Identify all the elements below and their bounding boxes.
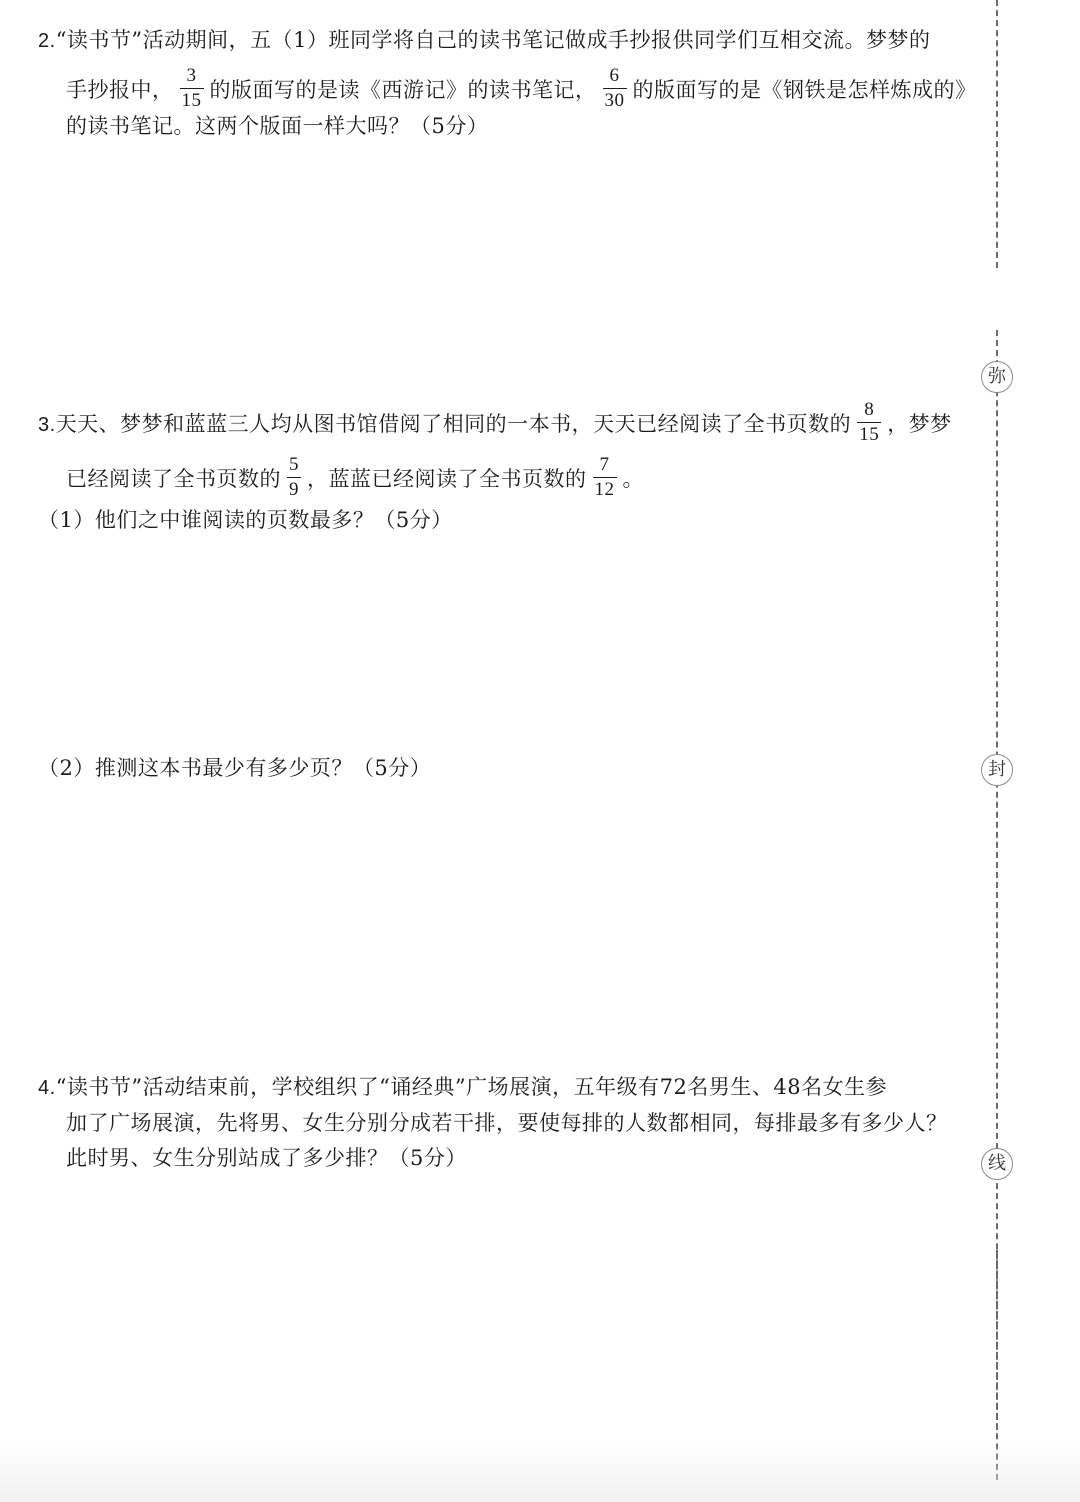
q3-fraction-1-denominator: 15 [859, 424, 880, 445]
q3-subquestion-2 [38, 753, 431, 783]
binding-seal-feng: 封 [981, 754, 1013, 786]
q2-fraction-2 [603, 65, 627, 112]
binding-seal-xian: 线 [981, 1148, 1013, 1180]
q4-text-3: 此时男、女生分别站成了多少排？（5分） [66, 1146, 467, 1170]
q3-fraction-3-numerator: 7 [599, 454, 610, 475]
q3-fraction-1 [857, 399, 881, 446]
q4-line-2 [66, 1108, 948, 1138]
q2-line-1 [38, 25, 931, 56]
q2-number: 2. [38, 30, 56, 52]
q3-sub2-text: （2）推测这本书最少有多少页？（5分） [38, 756, 432, 780]
q3-text-1b: ，梦梦 [887, 412, 952, 436]
q3-fraction-1-numerator: 8 [864, 399, 875, 420]
q2-fraction-1 [180, 65, 204, 112]
q2-line-2 [66, 65, 977, 115]
binding-dashed-line-top [996, 0, 998, 268]
q3-text-1: 天天、梦梦和蓝蓝三人均从图书馆借阅了相同的一本书，天天已经阅读了全书页数的 [55, 412, 852, 436]
q3-text-2c: 。 [622, 467, 644, 491]
q3-text-2b: ，蓝蓝已经阅读了全书页数的 [307, 467, 587, 491]
q3-number: 3. [38, 414, 56, 436]
scan-bottom-shadow [0, 1440, 1080, 1502]
q3-line-2 [66, 454, 644, 504]
q2-fraction-1-denominator: 15 [181, 90, 202, 111]
q2-fraction-2-denominator: 30 [604, 90, 625, 111]
q4-number: 4. [38, 1077, 56, 1099]
q4-line-3 [66, 1143, 467, 1173]
q2-text-3: 的读书笔记。这两个版面一样大吗？（5分） [66, 114, 489, 138]
q4-text-2: 加了广场展演，先将男、女生分别分成若干排，要使每排的人数都相同，每排最多有多少人？ [66, 1111, 948, 1135]
q2-text-2c: 的版面写的是《钢铁是怎样炼成的》 [632, 78, 977, 102]
q3-line-1 [38, 399, 952, 449]
q2-text-1: “读书节”活动期间，五（1）班同学将自己的读书笔记做成手抄报供同学们互相交流。梦梦的 [55, 28, 931, 52]
q3-subquestion-1 [38, 505, 453, 535]
q2-fraction-1-numerator: 3 [186, 65, 197, 86]
binding-seal-mi: 弥 [981, 361, 1013, 393]
q3-fraction-3 [593, 454, 617, 501]
q2-line-3 [66, 111, 488, 141]
q4-line-1 [38, 1072, 887, 1103]
q2-text-2a: 手抄报中， [66, 78, 174, 102]
q2-fraction-2-numerator: 6 [609, 65, 620, 86]
q3-sub1-text: （1）他们之中谁阅读的页数最多？（5分） [38, 508, 453, 532]
q2-text-2b: 的版面写的是读《西游记》的读书笔记， [209, 78, 597, 102]
q3-text-2a: 已经阅读了全书页数的 [66, 467, 281, 491]
q3-fraction-3-denominator: 12 [594, 479, 615, 500]
q3-fraction-2 [287, 454, 301, 501]
q3-fraction-2-denominator: 9 [289, 479, 299, 500]
q3-fraction-2-numerator: 5 [289, 454, 299, 475]
q4-text-1: “读书节”活动结束前，学校组织了“诵经典”广场展演，五年级有72名男生、48名女生参 [55, 1075, 888, 1099]
